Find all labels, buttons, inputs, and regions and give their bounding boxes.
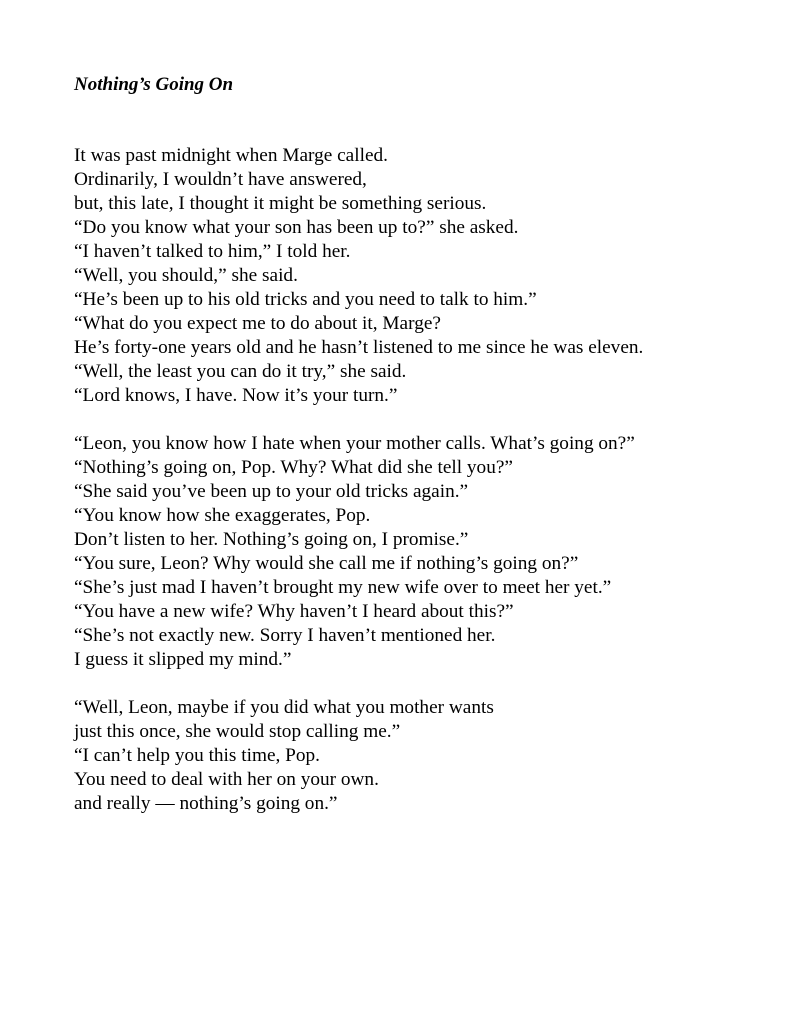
poem-line: “Do you know what your son has been up to?” she asked. xyxy=(74,217,519,238)
poem-line: “Well, the least you can do it try,” she said. xyxy=(74,361,407,382)
poem-line: “You sure, Leon? Why would she call me if nothing’s going on?” xyxy=(74,553,579,574)
poem-line: “He’s been up to his old tricks and you need to talk to him.” xyxy=(74,289,537,310)
poem-line: “What do you expect me to do about it, Marge? xyxy=(74,313,441,334)
poem-line: You need to deal with her on your own. xyxy=(74,769,379,790)
stanza-1 xyxy=(74,144,764,408)
poem-line: “She said you’ve been up to your old tricks again.” xyxy=(74,481,469,502)
poem-line: It was past midnight when Marge called. xyxy=(74,145,388,166)
poem-line: “Nothing’s going on, Pop. Why? What did she tell you?” xyxy=(74,457,513,478)
title-spacer xyxy=(74,100,764,144)
poem-line: and really — nothing’s going on.” xyxy=(74,793,338,814)
stanza-spacer xyxy=(74,408,764,432)
stanza-spacer xyxy=(74,672,764,696)
poem-line: Ordinarily, I wouldn’t have answered, xyxy=(74,169,367,190)
document-page xyxy=(74,70,764,816)
poem-line: just this once, she would stop calling me.” xyxy=(74,721,401,742)
poem-line: “She’s not exactly new. Sorry I haven’t mentioned her. xyxy=(74,625,496,646)
poem-line: “I can’t help you this time, Pop. xyxy=(74,745,320,766)
poem-line: He’s forty-one years old and he hasn’t listened to me since he was eleven. xyxy=(74,337,644,358)
poem-line: “She’s just mad I haven’t brought my new wife over to meet her yet.” xyxy=(74,577,612,598)
poem-line: “Well, you should,” she said. xyxy=(74,265,298,286)
poem-line: Don’t listen to her. Nothing’s going on, I promise.” xyxy=(74,529,469,550)
poem-line: “Lord knows, I have. Now it’s your turn.” xyxy=(74,385,398,406)
poem-line: I guess it slipped my mind.” xyxy=(74,649,292,670)
poem-line: “Leon, you know how I hate when your mother calls. What’s going on?” xyxy=(74,433,635,454)
poem-title: Nothing’s Going On xyxy=(74,74,234,95)
poem-line: “Well, Leon, maybe if you did what you mother wants xyxy=(74,697,494,718)
poem-line: but, this late, I thought it might be something serious. xyxy=(74,193,487,214)
stanza-3 xyxy=(74,696,764,816)
poem-line: “You know how she exaggerates, Pop. xyxy=(74,505,371,526)
poem-line: “I haven’t talked to him,” I told her. xyxy=(74,241,351,262)
poem-line: “You have a new wife? Why haven’t I heard about this?” xyxy=(74,601,514,622)
stanza-2 xyxy=(74,432,764,672)
